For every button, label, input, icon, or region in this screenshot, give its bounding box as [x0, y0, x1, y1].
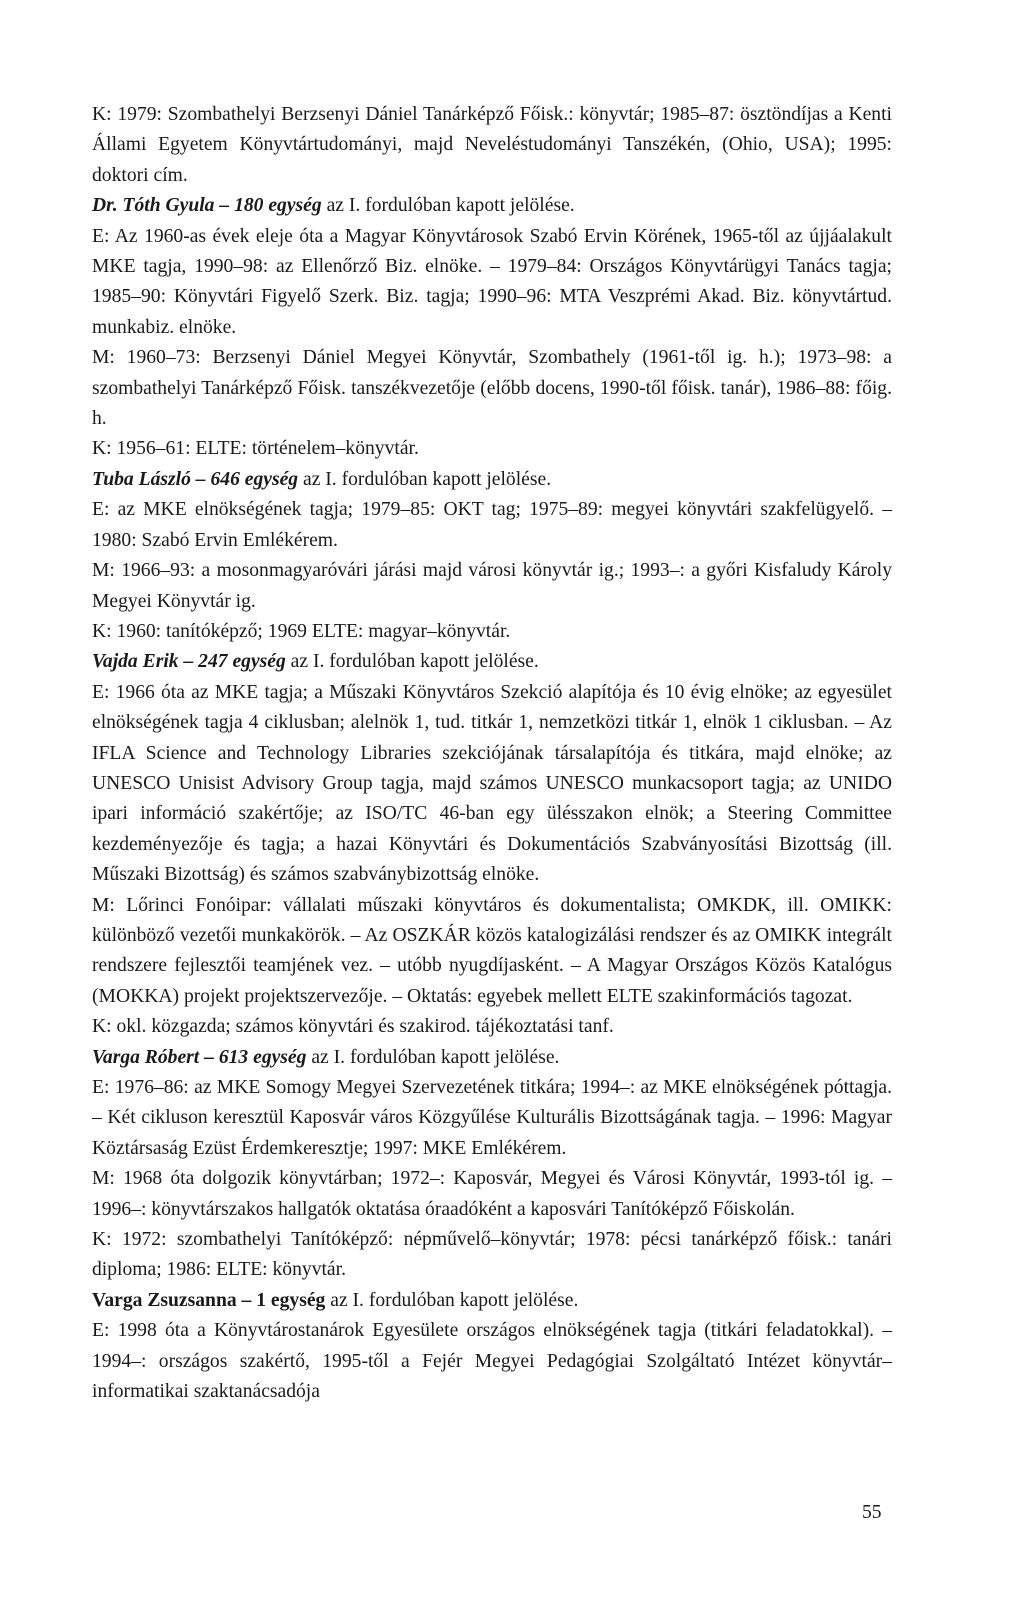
- nominee-name: Dr. Tóth Gyula – 180 egység: [92, 195, 322, 217]
- nominee-note: az I. fordulóban kapott jelölése.: [321, 195, 575, 217]
- document-body: [92, 100, 892, 1407]
- paragraph: E: Az 1960-as évek eleje óta a Magyar Könyvtárosok Szabó Ervin Körének, 1965-től az újjáalakult MKE tagja, 1990–98: az Ellenőrző Biz. elnöke. – 1979–84: Országos Könyvtárügyi Tanács tagja; 1985–90: Könyvtári Figyelő Szerk. Biz. tagja; 1990–96: MTA Veszprémi Akad. Biz. könyvtártud. munkabiz. elnöke.: [92, 225, 892, 338]
- nominee-name: Varga Róbert – 613 egység: [92, 1046, 307, 1068]
- nominee-note: az I. fordulóban kapott jelölése.: [298, 468, 552, 490]
- paragraph: K: 1960: tanítóképző; 1969 ELTE: magyar–könyvtár.: [92, 620, 511, 642]
- nominee-name: Varga Zsuzsanna – 1 egység: [92, 1289, 326, 1311]
- paragraph: M: 1968 óta dolgozik könyvtárban; 1972–: Kaposvár, Megyei és Városi Könyvtár, 1993-tól ig. – 1996–: könyvtárszakos hallgatók oktatása óraadóként a kaposvári Tanítóképző Főiskolán.: [92, 1168, 892, 1220]
- nominee-heading: [92, 647, 892, 677]
- paragraph: K: okl. közgazda; számos könyvtári és szakirod. tájékoztatási tanf.: [92, 1016, 614, 1038]
- paragraph: E: 1998 óta a Könyvtárostanárok Egyesülete országos elnökségének tagja (titkári feladatokkal). – 1994–: országos szakértő, 1995-től a Fejér Megyei Pedagógiai Szolgáltató Intézet könyvtár–informatikai szaktanácsadója: [92, 1320, 892, 1403]
- nominee-heading: [92, 1043, 892, 1073]
- nominee-name: Vajda Erik – 247 egység: [92, 651, 286, 673]
- paragraph: M: 1960–73: Berzsenyi Dániel Megyei Könyvtár, Szombathely (1961-től ig. h.); 1973–98: a szombathelyi Tanárképző Főisk. tanszékvezetője (előbb docens, 1990-től főisk. tanár), 1986–88: főig. h.: [92, 347, 892, 430]
- paragraph: M: 1966–93: a mosonmagyaróvári járási majd városi könyvtár ig.; 1993–: a győri Kisfaludy Károly Megyei Könyvtár ig.: [92, 560, 892, 612]
- nominee-heading: [92, 191, 892, 221]
- nominee-heading: [92, 1286, 892, 1316]
- nominee-note: az I. fordulóban kapott jelölése.: [325, 1289, 579, 1311]
- nominee-note: az I. fordulóban kapott jelölése.: [306, 1046, 560, 1068]
- page-number: 55: [862, 1502, 882, 1523]
- paragraph: K: 1956–61: ELTE: történelem–könyvtár.: [92, 438, 419, 460]
- nominee-heading: [92, 465, 892, 495]
- paragraph: E: az MKE elnökségének tagja; 1979–85: OKT tag; 1975–89: megyei könyvtári szakfelügyelő. – 1980: Szabó Ervin Emlékérem.: [92, 499, 892, 551]
- paragraph: E: 1966 óta az MKE tagja; a Műszaki Könyvtáros Szekció alapítója és 10 évig elnöke; az egyesület elnökségének tagja 4 ciklusban; alelnök 1, tud. titkár 1, nemzetközi titkár 1, elnök 1 ciklusban. – Az IFLA Science and Technology Libraries szekciójának társalapítója és titkára, majd elnöke; az UNESCO Unisist Advisory Group tagja, majd számos UNESCO munkacsoport tagja; az UNIDO ipari információ szakértője; az ISO/TC 46-ban egy ülésszakon elnök; a Steering Committee kezdeményezője és tagja; a hazai Könyvtári és Dokumentációs Szabványosítási Bizottság (ill. Műszaki Bizottság) és számos szabványbizottság elnöke.: [92, 681, 892, 886]
- nominee-name: Tuba László – 646 egység: [92, 468, 299, 490]
- paragraph: M: Lőrinci Fonóipar: vállalati műszaki könyvtáros és dokumentalista; OMKDK, ill. OMIKK: különböző vezetői munkakörök. – Az OSZKÁR közös katalogizálási rendszer és az OMIKK integrált rendszere fejlesztői teamjének vez. – utóbb nyugdíjasként. – A Magyar Országos Közös Katalógus (MOKKA) projekt projektszervezője. – Oktatás: egyebek mellett ELTE szakinformációs tagozat.: [92, 894, 892, 1007]
- paragraph: K: 1972: szombathelyi Tanítóképző: népművelő–könyvtár; 1978: pécsi tanárképző főisk.: tanári diploma; 1986: ELTE: könyvtár.: [92, 1229, 892, 1281]
- paragraph: E: 1976–86: az MKE Somogy Megyei Szervezetének titkára; 1994–: az MKE elnökségének póttagja. – Két cikluson keresztül Kaposvár város Közgyűlése Kulturális Bizottságának tagja. – 1996: Magyar Köztársaság Ezüst Érdemkeresztje; 1997: MKE Emlékérem.: [92, 1077, 892, 1159]
- paragraph: K: 1979: Szombathelyi Berzsenyi Dániel Tanárképző Főisk.: könyvtár; 1985–87: ösztöndíjas a Kenti Állami Egyetem Könyvtártudományi, majd Neveléstudományi Tanszékén, (Ohio, USA); 1995: doktori cím.: [92, 104, 892, 186]
- nominee-note: az I. fordulóban kapott jelölése.: [285, 651, 539, 673]
